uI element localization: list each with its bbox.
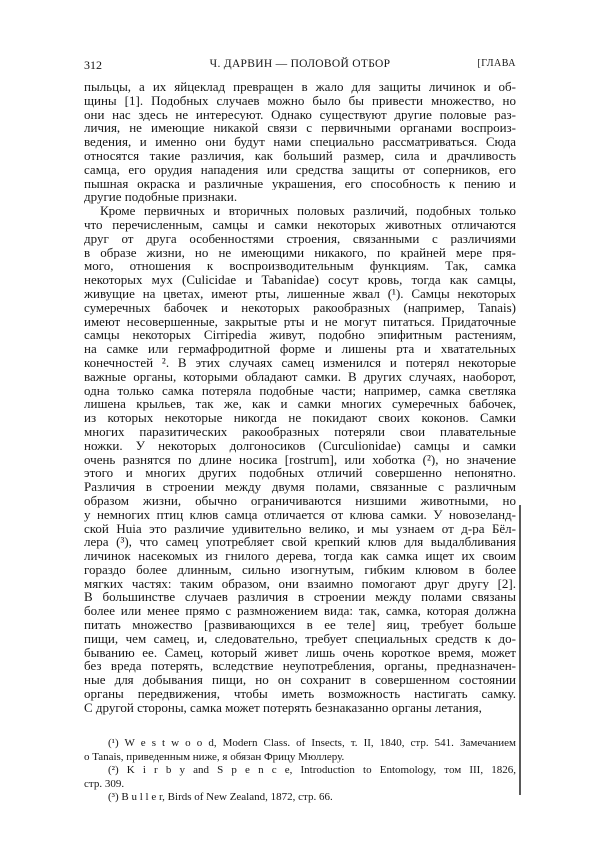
text-line: мягких частях: таким образом, они взаимно помогают друг другу [2]. (84, 576, 516, 591)
footnote-line: (²) K i r b y and S p e n c e, Introduction to Entomology, том III, 1826, (108, 764, 516, 776)
running-title: Ч. ДАРВИН — ПОЛОВОЙ ОТБОР (209, 58, 391, 70)
text-line: мого, отношения к воспроизводительным функциям. Так, самка (84, 259, 516, 274)
text-line: более или менее прямо с размножением вида: так, самка, которая должна (84, 604, 516, 619)
chapter-label: [ГЛАВА (477, 58, 516, 69)
text-line: личинок насекомых из гнилого дерева, тогда как самка ищет их своим (84, 549, 516, 563)
text-line: личия, не имеющие никакой связи с первичными органами воспроиз- (84, 121, 516, 136)
text-line: пышная окраска и различные украшения, его способность к пению и (84, 176, 516, 191)
text-line: имеют несовершенные, закрытые рты и не могут питаться. Придаточные (84, 314, 516, 329)
text-line: друг от друга особенностями строения, связанными с различиями (84, 231, 516, 246)
text-line: что перечисленным, самцы и самки некоторых животных отличаются (84, 217, 516, 232)
footnote-line: стр. 309. (84, 777, 125, 790)
text-line: гораздо более длинным, сильно изогнутым, гибким клювом в более (84, 562, 516, 577)
text-line: органы передвижения, чтобы иметь возможность настигать самку. (84, 687, 516, 701)
text-line: другие подобные признаки. (84, 190, 238, 205)
text-line: лишена крыльев, так же, как и самки многих сумеречных бабочек, (84, 397, 516, 412)
paragraph (84, 80, 516, 204)
page-number: 312 (84, 58, 102, 72)
text-line: щины [1]. Подобных случаев можно было бы привести множество, но (84, 93, 516, 108)
footnote (84, 791, 516, 805)
text-line: ножки. У некоторых долгоносиков (Curculionidae) самцы и самки (84, 438, 516, 453)
text-line: ской Huia это различие удивительно велико, и мы узнаем от д-ра Бёл- (84, 521, 516, 536)
footnote (84, 764, 516, 791)
text-line: самца, его орудия нападения или средства защиты от соперников, его (84, 162, 516, 177)
footnote (84, 737, 516, 764)
scan-edge-line (519, 505, 521, 795)
text-line: некоторых мух (Culicidae и Tabanidae) сосут кровь, тогда как самцы, (84, 273, 516, 287)
text-line: этого и многих других подобных отличий совершенно непонятно. (84, 466, 516, 481)
text-line: важные органы, которыми обладают самки. В других случаях, наоборот, (84, 369, 516, 384)
text-line: они нас здесь не интересуют. Однако существуют другие половые раз- (84, 107, 516, 122)
text-line: лера (³), что самец употребляет свой крепкий клюв для выдалбливания (84, 535, 516, 550)
running-header (84, 58, 516, 74)
text-line: пыльцы, а их яйцеклад превращен в жало для защиты личинок и об- (84, 80, 516, 94)
footnote-line: (¹) W e s t w o o d, Modern Class. of Insects, т. II, 1840, стр. 541. Замечанием (108, 737, 516, 749)
text-line: живущие на цветах, имеют рты, лишенные жвал (¹). Самцы некоторых (84, 286, 516, 301)
text-line: сумеречных бабочек и некоторых ракообразных (например, Tanais) (84, 300, 516, 315)
footnote-line: о Tanais, приведенным ниже, я обязан Фрицу Мюллеру. (84, 750, 345, 763)
text-line: пищи, чем самец, и, следовательно, требует специальных средств к до- (84, 631, 516, 646)
text-line: в образе жизни, но не имеющими никакого, по крайней мере пря- (84, 245, 516, 260)
text-line: из которых некоторые никогда не покидают своих коконов. Самки (84, 411, 516, 425)
text-line: на самке или гермафродитной форме и лишены рта и хватательных (84, 342, 516, 356)
footnote-line: (³) B u l l e r, Birds of New Zealand, 1872, стр. 66. (108, 791, 333, 803)
text-line: относятся такие различия, как больший размер, сила и драчливость (84, 148, 516, 163)
paragraph (84, 204, 516, 714)
text-line: многих паразитических ракообразных потеряли свои плавательные (84, 424, 516, 439)
text-line: без вреда потерять, вследствие неупотребления, органы, предназначен- (84, 659, 516, 674)
text-line: очень разнятся по длине носика [rostrum], или хоботка (²), но значение (84, 452, 516, 467)
text-line: быванию ее. Самец, который живет лишь очень короткое время, может (84, 645, 516, 660)
text-line: С другой стороны, самка может потерять безнаказанно органы летания, (84, 700, 482, 715)
text-line: Кроме первичных и вторичных половых различий, подобных только (100, 204, 516, 218)
text-line: образом жизни, обычно ограничиваются низшими животными, но (84, 493, 516, 508)
text-line: у немногих птиц клюв самца отличается от клюва самки. У новозеланд- (84, 507, 516, 522)
text-line: Различия в строении между двумя полами, связанные с различным (84, 480, 516, 494)
text-line: ведения, и именно они будут нами специально рассматриваться. Сюда (84, 135, 516, 149)
body-text (84, 80, 516, 715)
footnotes (84, 737, 516, 805)
text-line: питать множество [развивающихся в ее теле] яиц, требует больше (84, 618, 516, 632)
text-line: В большинстве случаев различия в строении между полами связаны (84, 590, 516, 605)
text-line: самцы некоторых Cirripedia живут, подобно эпифитным растениям, (84, 328, 516, 343)
text-line: конечностей ². В этих случаях самец изменился и потерял некоторые (84, 355, 516, 370)
text-line: ные для добывания пищи, но он сохранит в совершенном состоянии (84, 673, 516, 688)
text-line: одна только самка потеряла подобные части; например, самка светляка (84, 383, 516, 398)
